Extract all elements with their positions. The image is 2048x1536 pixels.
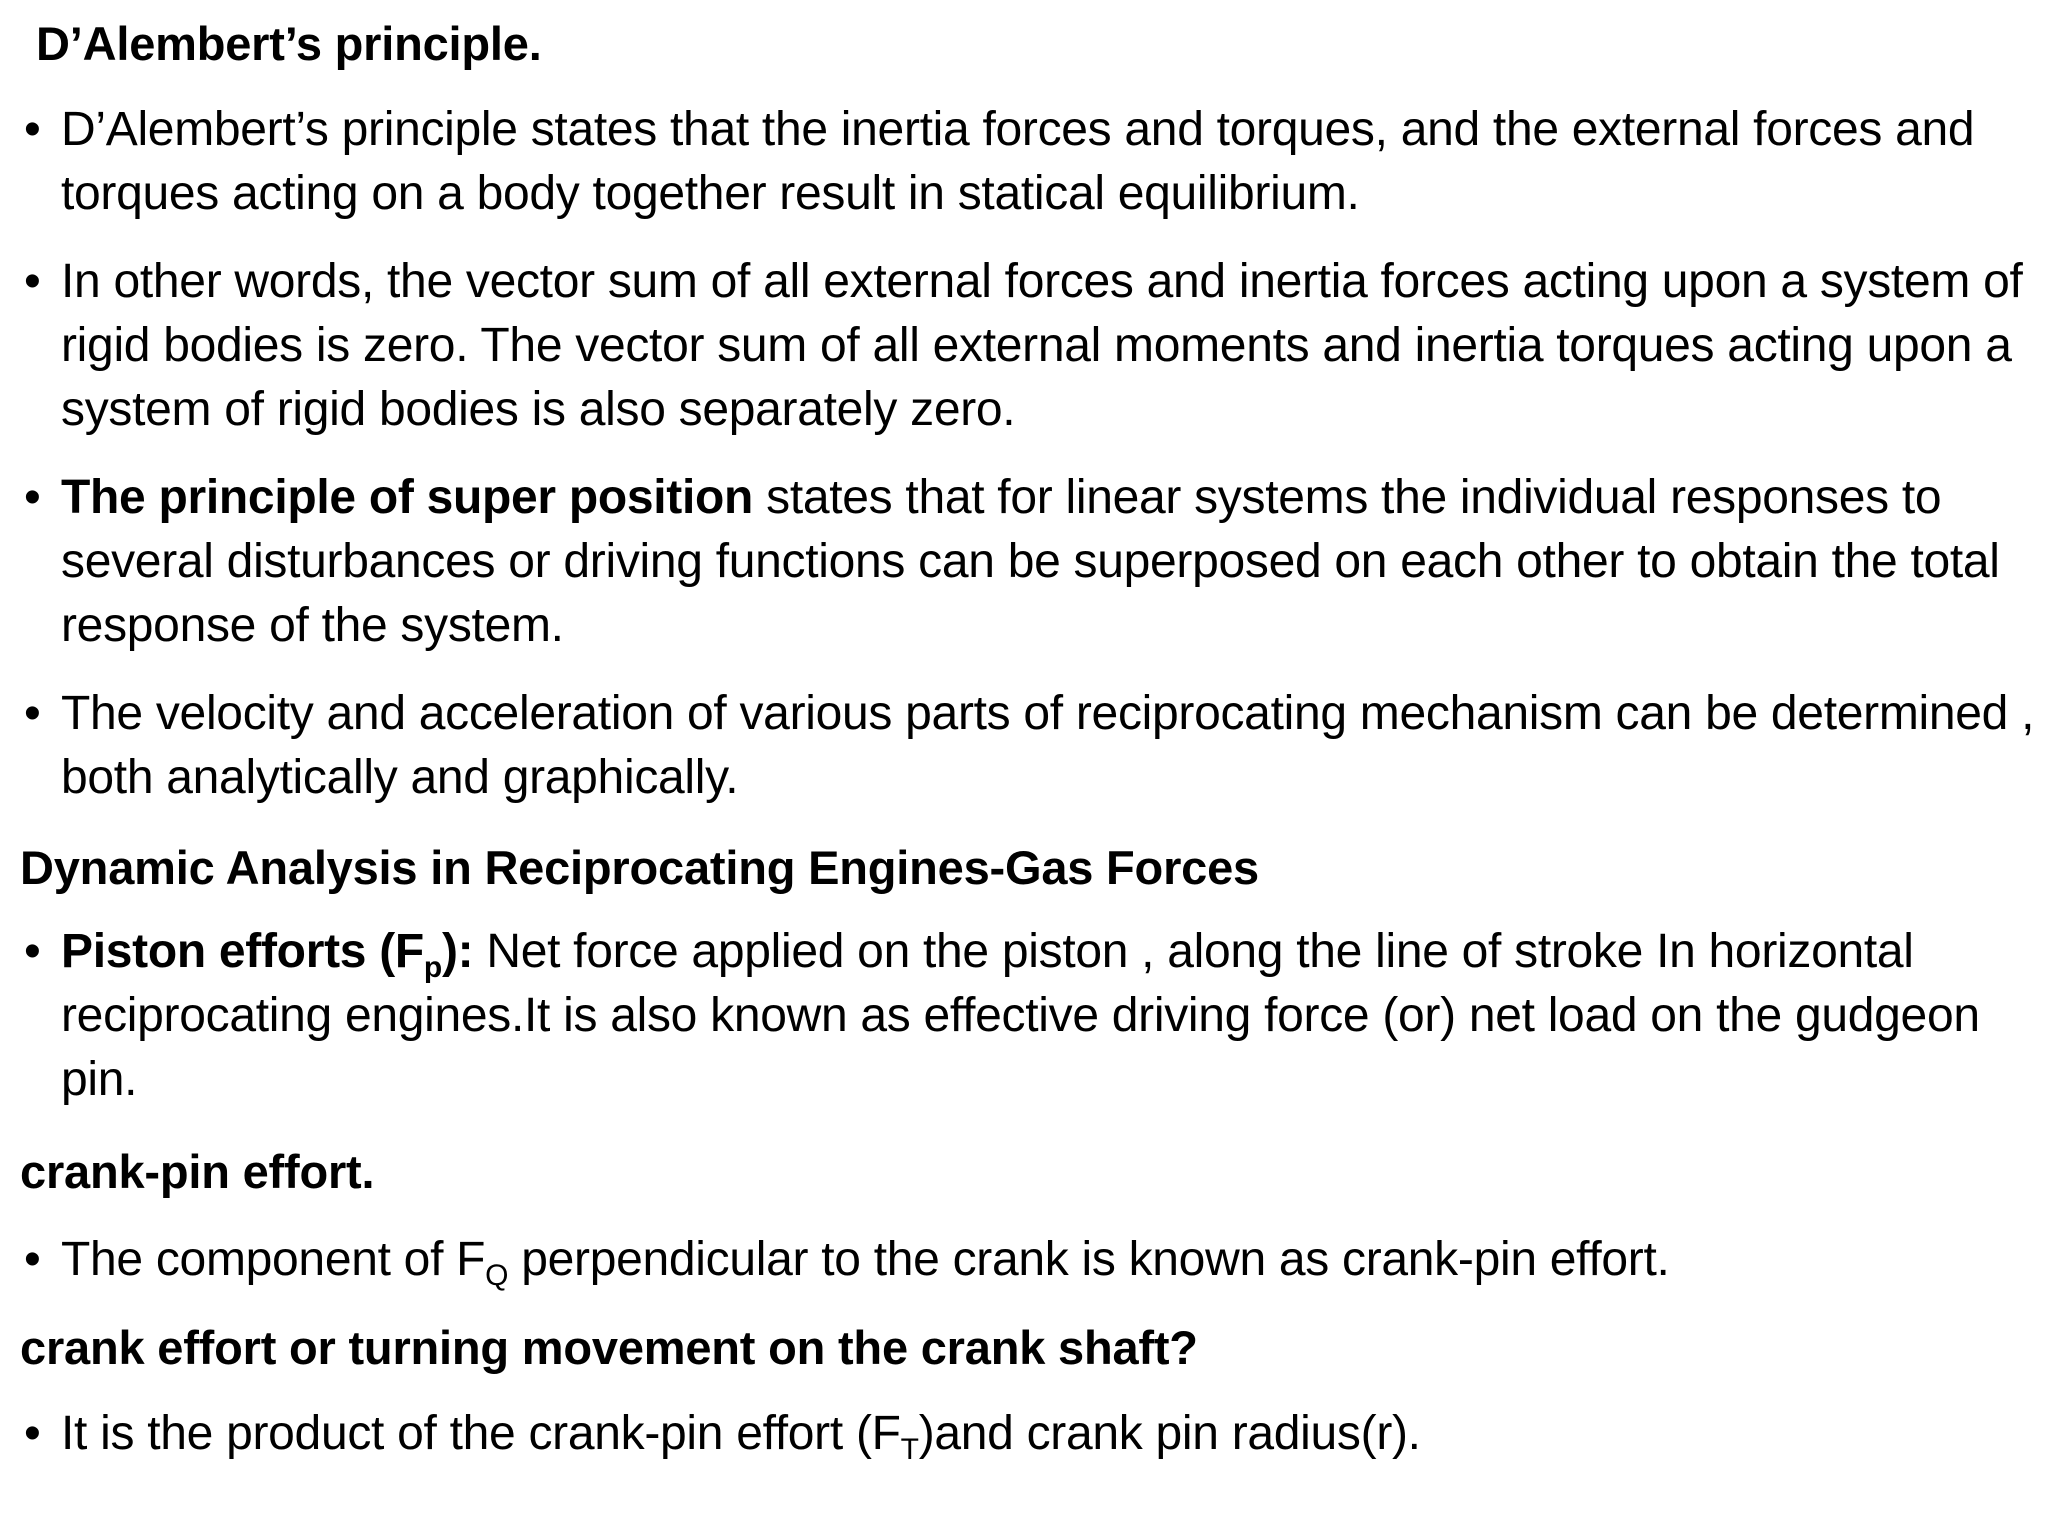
bullet-superposition	[20, 466, 2040, 658]
heading-dalembert: D’Alembert’s principle.	[36, 17, 542, 70]
bullet-dot: •	[24, 687, 41, 740]
bullet-dot: •	[24, 1407, 41, 1460]
heading-crank-pin-effort: crank-pin effort.	[20, 1145, 375, 1198]
bullet-text	[61, 466, 2040, 658]
bullet-text: It is the product of the crank-pin effort $(F_T)and$ crank pin radius(r).	[61, 1407, 1421, 1466]
bullet-dot: •	[24, 1233, 41, 1286]
piston-efforts-definition: Net force applied on the piston , along the line of stroke In horizontal reciprocating engines.It is also known as effective driving force (or) net load on the gudgeon pin.	[61, 925, 1980, 1106]
heading-crank-effort: crank effort or turning movement on the crank shaft?	[20, 1321, 1198, 1374]
bullet-text: The component of $F_Q$ perpendicular to the crank is known as crank-pin effort.	[61, 1233, 1670, 1292]
bullet-dot: •	[24, 255, 41, 308]
bullet-dot: •	[24, 103, 41, 156]
bullet-text: D’Alembert’s principle states that the inertia forces and torques, and the external forces and torques acting on a body together result in statical equilibrium.	[61, 103, 1975, 220]
bullet-dalembert-statement	[20, 98, 2040, 226]
bullet-text: The velocity and acceleration of various parts of reciprocating mechanism can be determined , both analytically and graphically.	[61, 687, 2035, 804]
bullet-dot: •	[24, 925, 41, 978]
bullet-text: In other words, the vector sum of all external forces and inertia forces acting upon a system of rigid bodies is zero. The vector sum of all external moments and inertia torques acting upon a system of rigid bodies is also separately zero.	[61, 255, 2023, 436]
bullet-crank-effort	[20, 1402, 2040, 1466]
bullet-velocity-acceleration	[20, 682, 2040, 810]
bullet-text	[61, 920, 2040, 1112]
piston-efforts-term: Piston efforts $(F_p)$:	[61, 925, 474, 984]
bullet-dot: •	[24, 471, 41, 524]
bullet-crank-pin-effort	[20, 1228, 2040, 1292]
superposition-term: The principle of super position	[61, 471, 754, 524]
bullet-piston-efforts	[20, 920, 2040, 1112]
superposition-definition: states that for linear systems the individual responses to several disturbances or driving functions can be superposed on each other to obtain the total response of the system.	[61, 471, 2000, 652]
heading-dynamic-analysis: Dynamic Analysis in Reciprocating Engines-Gas Forces	[20, 841, 1259, 894]
bullet-vector-sum	[20, 250, 2040, 442]
